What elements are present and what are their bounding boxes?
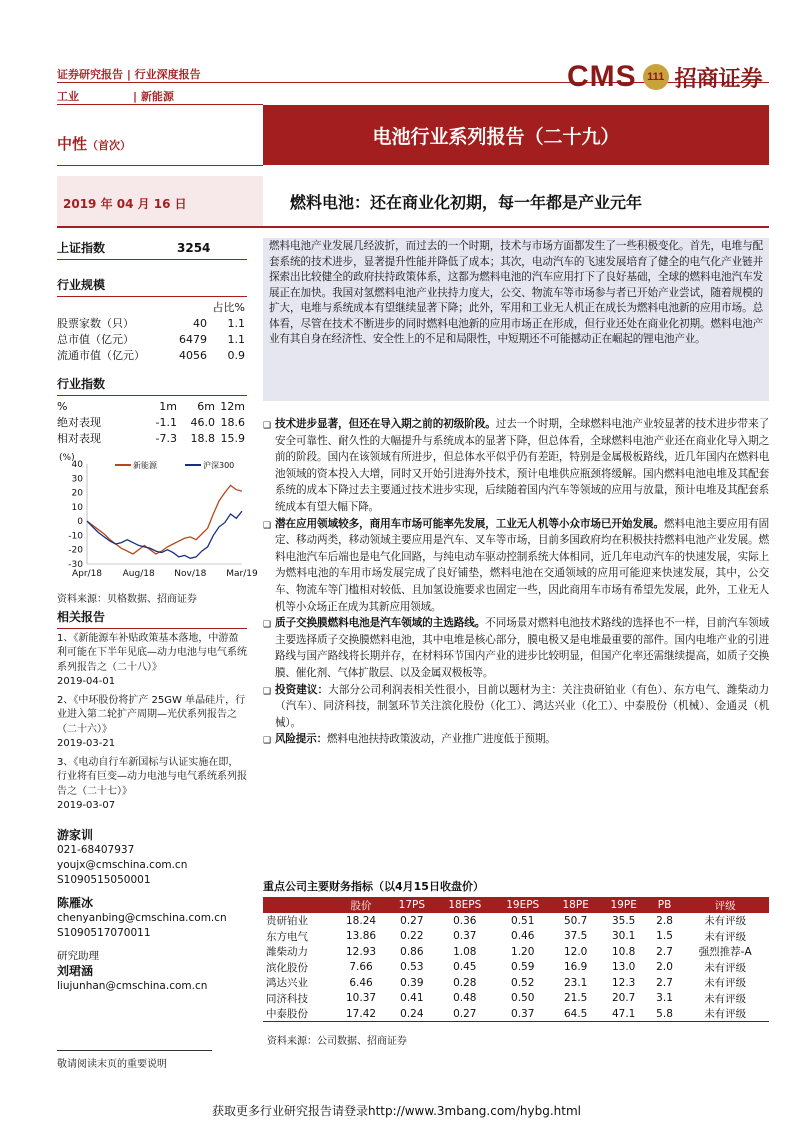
x-tick-label: Mar/19 <box>226 569 258 579</box>
table-cell: 0.59 <box>511 961 535 974</box>
table-row <box>263 913 769 929</box>
footer-divider <box>57 1050 212 1051</box>
table-cell: 6.46 <box>349 976 373 989</box>
report-subtitle: 燃料电池：还在商业化初期，每一年都是产业元年 <box>290 193 643 212</box>
cms-logo: CMS 111 招商证券 <box>567 60 763 93</box>
x-tick-label: Apr/18 <box>71 569 103 579</box>
table-source: 资料来源：公司数据、招商证券 <box>267 1036 407 1047</box>
analyst-email[interactable]: chenyanbing@cmschina.com.cn <box>57 912 227 924</box>
square-bullet-icon: ❑ <box>263 520 272 531</box>
table-cell: 64.5 <box>552 1006 600 1022</box>
table-cell: 1.20 <box>511 945 535 958</box>
analyst-block: 游家训 021-68407937 youjx@cmschina.com.cn S1090515050001 陈雁冰 chenyanbing@cmschina.com.cn S1090517070011 研究助理 刘珺涵 liujunhan@cmschina.com.cn <box>57 828 247 994</box>
table-cell: 12.0 <box>563 945 588 958</box>
table-row <box>263 975 769 991</box>
table-cell: 3.1 <box>656 992 673 1005</box>
table-cell: 47.1 <box>600 1006 648 1022</box>
y-tick-label: 10 <box>71 502 83 513</box>
table-cell: 2.0 <box>656 961 673 974</box>
square-bullet-icon: ❑ <box>263 686 272 697</box>
table-cell: 强烈推荐-A <box>698 946 752 959</box>
y-tick-label: 20 <box>71 488 83 499</box>
key-point: ❑ 风险提示：燃料电池扶持政策波动，产业推广进度低于预期。 <box>263 731 769 750</box>
y-tick-label: -20 <box>68 545 83 556</box>
key-point: ❑ 质子交换膜燃料电池是汽车领域的主选路线。不同场景对燃料电池技术路线的选择也不一样，目前汽车领域主要选择质子交换膜燃料电池，其中电堆是核心部分，膜电极又是电堆最重要的部件。国内电堆产业的引进路线与国产路线将长期并存，在材料环节国内产业的进步比较明显，但国产化率还需继续提高，如质子交换膜、催化剂、气体扩散层、以及金属双极板等。 <box>263 615 769 681</box>
table-cell: 13.0 <box>611 961 636 974</box>
table-cell: 0.36 <box>453 914 477 927</box>
related-report-2[interactable]: 2、《中环股份将扩产 25GW 单晶硅片，行业进入第二轮扩产周期—光伏系列报告之（二十六）》 <box>57 694 246 735</box>
square-bullet-icon: ❑ <box>263 620 272 631</box>
table-cell: 0.50 <box>511 992 535 1005</box>
key-point: ❑ 技术进步显著，但还在导入期之前的初级阶段。过去一个时期，全球燃料电池产业较显著的技术进步带来了安全可靠性、耐久性的大幅提升与系统成本的显著下降，但总体看，全球燃料电池产业还在商业化导入期之前的阶段。国内在该领域有所进步，但总体水平似乎仍有差距，特别是金属极板路线，近几年国内在燃料电池领域的资本投入大增，同时又开始引进海外技术，预计电堆供应瓶颈将缓解。国内燃料电池电堆及其配套系统的成本下降过去主要通过技术进步实现，后续随着国内汽车等领域的应用与放量，预计电堆及其配套系统成本有望大幅下降。 <box>263 416 769 516</box>
x-tick-label: Nov/18 <box>174 569 207 579</box>
table-cell: 12.93 <box>346 945 377 958</box>
table-cell: 20.7 <box>611 992 636 1005</box>
table-cell: 0.51 <box>511 914 535 927</box>
rating-divider <box>57 165 263 166</box>
financial-table: 股价 17PS 18EPS 19EPS 18PE 19PE PB 评级 贵研铂业 18.24 0.27 0.36 0.51 50.7 35.5 2.8 未有评级 东方电气 13.86 0.22 0.37 0.46 37.5 30.1 1.5 未有评级 潍柴动力 12.93 0.86 1.08 1.20 12.0 10.8 2.7 强烈推荐-A 滨化股份 7.66 0.53 0.45 0.59 16.9 13.0 2.0 未有评级 鸿达兴业 6.46 0.39 0.28 0.52 23.1 12.3 2.7 未有评级 同济科技 10.37 0.41 0.48 0.50 21.5 20.7 3.1 未有评级 中泰股份 17.42 0.24 0.27 0.37 64.5 47.1 5.8 未有评级 <box>263 897 769 1022</box>
table-cell: 东方电气 <box>266 930 308 943</box>
y-tick-label: -30 <box>68 560 83 570</box>
table-row <box>263 929 769 945</box>
table-cell: 0.41 <box>400 992 424 1005</box>
table-cell: 未有评级 <box>704 961 747 974</box>
table-cell: 23.1 <box>563 976 588 989</box>
table-cell: 未有评级 <box>704 992 747 1005</box>
table-row <box>263 1006 769 1022</box>
table-cell: 17.42 <box>334 1006 388 1022</box>
table-row <box>263 960 769 976</box>
table-cell: 滨化股份 <box>266 961 308 974</box>
table-cell: 0.24 <box>388 1006 436 1022</box>
table-cell: 16.9 <box>563 961 588 974</box>
series-line-0 <box>87 485 242 554</box>
key-points <box>263 416 769 750</box>
y-tick-label: 0 <box>77 517 83 528</box>
table-cell: 中泰股份 <box>263 1006 334 1022</box>
table-cell: 0.46 <box>511 930 535 943</box>
related-report-1[interactable]: 1、《新能源车补贴政策基本落地，中游盈利可能在下半年见底—动力电池与电气系统系列报告之（二十八）》 <box>57 632 247 673</box>
industry-rating: 中性（首次） <box>57 135 132 153</box>
y-unit-label: (%) <box>59 453 75 463</box>
assistant-email[interactable]: liujunhan@cmschina.com.cn <box>57 980 208 992</box>
table-cell: 0.45 <box>453 961 477 974</box>
table-cell: 1.08 <box>453 945 477 958</box>
table-cell: 18.24 <box>346 914 377 927</box>
related-report-3[interactable]: 3、《电动自行车新国标与认证实施在即，行业将有巨变—动力电池与电气系统系列报告之（二十七）》 <box>57 756 247 797</box>
report-title: 电池行业系列报告（二十九） <box>263 105 769 165</box>
table-cell: 同济科技 <box>266 992 308 1005</box>
table-cell: 潍柴动力 <box>266 946 308 959</box>
table-cell: 0.22 <box>400 930 424 943</box>
table-cell: 未有评级 <box>704 915 747 928</box>
index-performance-chart <box>57 452 258 582</box>
table-cell: 10.8 <box>611 945 636 958</box>
related-reports: 相关报告 1、《新能源车补贴政策基本落地，中游盈利可能在下半年见底—动力电池与电气系统系列报告之（二十八）》 2019-04-01 2、《中环股份将扩产 25GW 单晶硅片，行业进入第二轮扩产周期—光伏系列报告之（二十六）》 2019-03-21 3、《电动自行车新国标与认证实施在即，行业将有巨变—动力电池与电气系统系列报告之（二十七）》 2019-03-07 <box>57 610 247 811</box>
report-category: 证券研究报告 | 行业深度报告 <box>57 68 201 81</box>
table-cell: 50.7 <box>563 914 588 927</box>
scale-block: 行业规模 占比% 股票家数（只） 40 1.1 总市值（亿元） 6479 1.1 流通市值（亿元） 4056 0.9 <box>57 278 245 362</box>
logo-emblem-icon: 111 <box>643 64 669 90</box>
legend-label: 新能源 <box>133 461 157 470</box>
table-cell: 37.5 <box>563 930 588 943</box>
square-bullet-icon: ❑ <box>263 736 272 747</box>
table-cell: 0.53 <box>400 961 424 974</box>
table-cell: 30.1 <box>611 930 636 943</box>
x-tick-label: Aug/18 <box>122 569 155 579</box>
table-cell: 鸿达兴业 <box>266 977 308 990</box>
table-cell: 7.66 <box>349 961 373 974</box>
legend-label: 沪深300 <box>203 461 235 470</box>
y-tick-label: 30 <box>71 474 83 485</box>
table-cell: 0.86 <box>400 945 424 958</box>
table-cell: 2.8 <box>656 914 673 927</box>
summary-box: 燃料电池产业发展几经波折，而过去的一个时期，技术与市场方面都发生了一些积极变化。首先，电堆与配套系统的技术进步，显著提升性能并降低了成本；其次，电动汽车的飞速发展培育了健全的电气化产业链并探索出比较健全的政府扶持政策体系，这都为燃料电池的汽车应用打下了良好基础，全球的燃料电池汽车发展正在加快。我国对氢燃料电池产业扶持力度大，公交、物流车等市场参与者已开始产业尝试，随着规模的扩大，电堆与系统成本有望继续显著下降；此外，军用和工业无人机正在成长为燃料电池新的应用市场。总体看，尽管在技术不断进步的同时燃料电池新的应用市场正在形成，但行业还处在商业化初期。燃料电池产业有其自身在经济性、安全性上的不足和局限性，中短期还不可能撼动正在崛起的锂电池产业。 <box>263 238 769 401</box>
table-cell: 未有评级 <box>681 1006 769 1022</box>
subtitle-divider <box>57 226 769 228</box>
y-tick-label: -10 <box>68 531 83 542</box>
fin-table-title: 重点公司主要财务指标（以4月15日收盘价） <box>263 880 484 893</box>
square-bullet-icon: ❑ <box>263 421 272 431</box>
download-link[interactable]: 获取更多行业研究报告请登录http://www.3mbang.com/hybg.html <box>211 1104 581 1118</box>
table-cell: 0.37 <box>453 930 477 943</box>
table-cell: 12.3 <box>611 976 636 989</box>
table-cell: 5.8 <box>648 1006 682 1022</box>
footer-note: 敬请阅读末页的重要说明 <box>57 1059 167 1070</box>
key-point: ❑ 投资建议：大部分公司利润表相关性很小，目前以题材为主：关注贵研铂业（有色）、东方电气、潍柴动力（汽车）、同济科技，制氢环节关注滨化股份（化工）、鸿达兴业（化工）、中泰股份（机械）、金通灵（机械）。 <box>263 682 769 732</box>
table-cell: 10.37 <box>346 992 377 1005</box>
report-date: 2019 年 04 月 16 日 <box>63 197 187 211</box>
series-line-1 <box>87 511 242 558</box>
table-cell: 2.7 <box>656 945 673 958</box>
table-cell: 1.5 <box>656 930 673 943</box>
table-cell: 35.5 <box>611 914 636 927</box>
table-row <box>263 991 769 1007</box>
table-cell: 21.5 <box>563 992 588 1005</box>
key-point: ❑ 潜在应用领域较多，商用车市场可能率先发展，工业无人机等小众市场已开始发展。燃料电池主要应用有固定、移动两类，移动领域主要应用是汽车、叉车等市场，目前多国政府均在积极扶持燃料电池产业发展。燃料电池汽车后端也是电气化回路，与纯电动车驱动控制系统大体相同，近几年电动汽车的快速发展，实际上为燃料电池的车用市场发展完成了良好铺垫，燃料电池在交通领域的应用可能迎来快速发展，其中，公交车、物流车等门槛相对较低、且加氢设施要求也固定一些，因此商用车市场有希望先发展，此外，工业无人机等小众场正在成为其新应用领域。 <box>263 516 769 616</box>
index-block: 上证指数 3254 <box>57 240 247 263</box>
table-cell: 未有评级 <box>704 930 747 943</box>
table-cell: 0.27 <box>436 1006 494 1022</box>
table-cell: 2.7 <box>656 976 673 989</box>
y-tick-label: 40 <box>71 460 83 470</box>
table-cell: 0.52 <box>511 976 535 989</box>
table-cell: 0.37 <box>494 1006 552 1022</box>
table-cell: 贵研铂业 <box>266 915 308 928</box>
table-cell: 0.48 <box>453 992 477 1005</box>
table-row <box>263 944 769 960</box>
chart-source: 资料来源：贝格数据、招商证券 <box>57 594 197 605</box>
header-divider-2 <box>57 104 263 105</box>
table-cell: 0.39 <box>400 976 424 989</box>
table-cell: 未有评级 <box>704 977 747 990</box>
table-cell: 0.28 <box>453 976 477 989</box>
table-cell: 13.86 <box>346 930 377 943</box>
industry-label: 工业 | 新能源 <box>57 90 174 103</box>
performance-block: 行业指数 % 1m 6m 12m 绝对表现 -1.1 46.0 18.6 相对表现 -7.3 18.8 15.9 <box>57 377 245 445</box>
table-cell: 0.27 <box>400 914 424 927</box>
analyst-email[interactable]: youjx@cmschina.com.cn <box>57 859 188 871</box>
